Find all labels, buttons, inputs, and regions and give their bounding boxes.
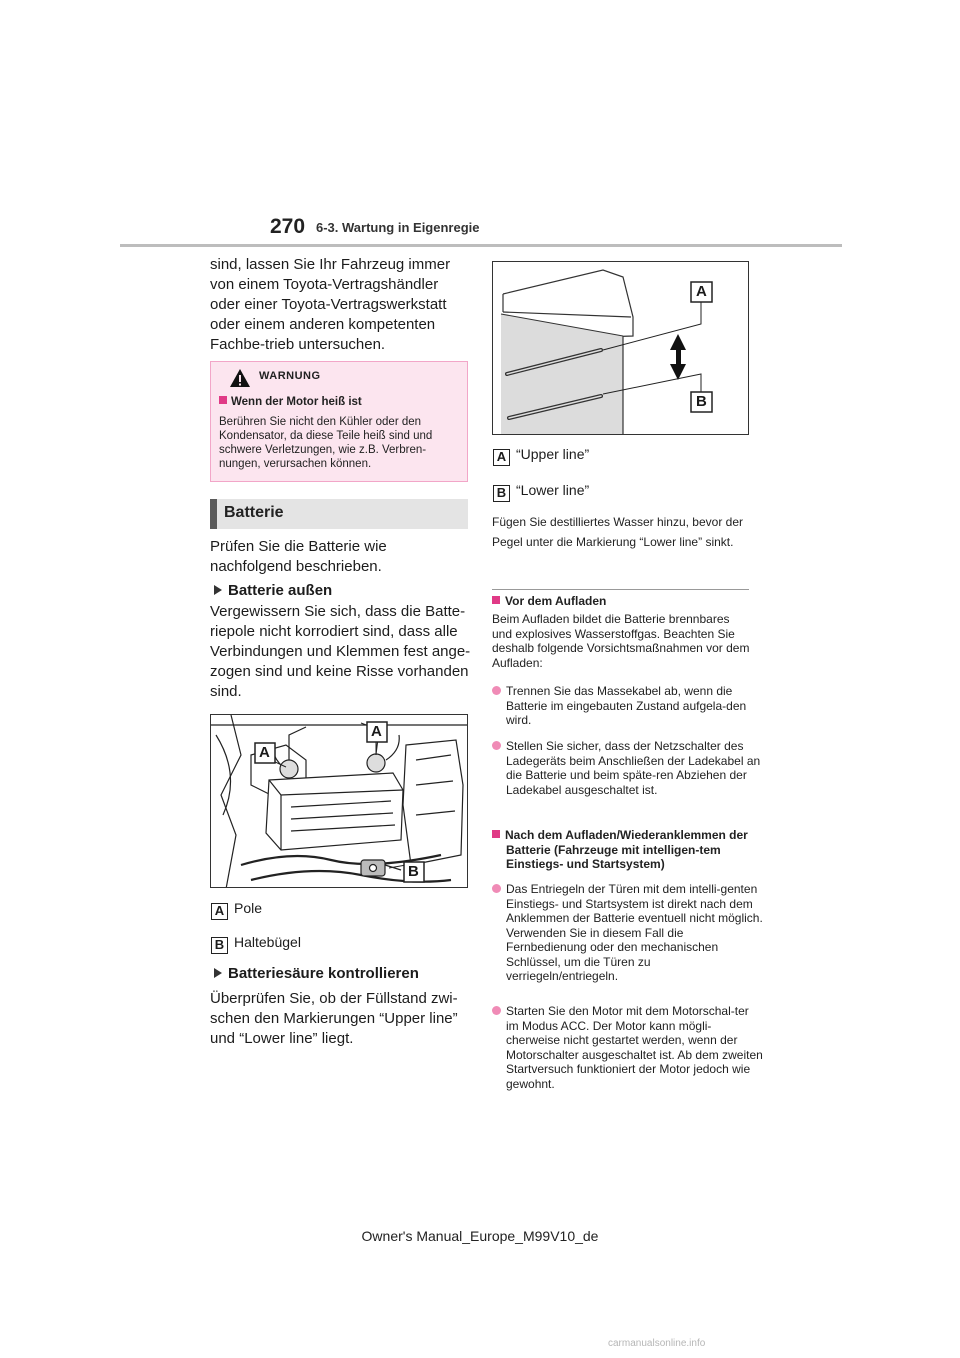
legend-key-a: A [211, 903, 228, 920]
circle-bullet-icon [492, 741, 501, 750]
battery-level-figure [492, 261, 749, 435]
battery-engine-figure [210, 714, 468, 888]
level-legend-text-b: “Lower line” [516, 482, 590, 498]
bullet-item [492, 1004, 764, 1091]
legend-key-b: B [211, 937, 228, 954]
level-callout-a-label: A [696, 283, 707, 300]
level-legend-text-a: “Upper line” [516, 446, 590, 462]
level-legend-key-a: A [493, 449, 510, 466]
bullet-text: Stellen Sie sicher, dass der Netzschalter des Ladegeräts beim Anschließen der Ladekabel an die Batterie und beim späte-ren Abziehen der Ladekabel ausgeschaltet ist. [506, 739, 761, 797]
battery-heading-text: Batterie [224, 504, 284, 521]
intro-paragraph: sind, lassen Sie Ihr Fahrzeug immer von einem Toyota-Vertragshändler oder einer Toyota-Vertragswerkstatt oder einem anderen kompetenten Fachbe-trieb untersuchen. [210, 256, 451, 353]
bullet-item [492, 739, 764, 797]
fill-instruction: Fügen Sie destilliertes Wasser hinzu, bevor der Pegel unter die Markierung “Lower line” sinkt. [492, 515, 744, 549]
bullet-text: Starten Sie den Motor mit dem Motorschal-ter im Modus ACC. Der Motor kann mögli-cherweise nicht gestartet werden, wenn der Motorschalter ausgeschaltet ist. Ab dem zweiten Startversuch funktioniert der Motor jedoch wie gewohnt. [506, 1004, 763, 1091]
before-charging-text: Beim Aufladen bildet die Batterie brennbares und explosives Wasserstoffgas. Beachten Sie deshalb folgende Vorsichtsmaßnahmen vor dem Aufladen: [492, 612, 750, 670]
legend-text-a: Pole [234, 900, 263, 916]
after-charging-heading [492, 828, 764, 872]
callout-a-right-label: A [371, 723, 382, 740]
level-legend-key-b: B [493, 485, 510, 502]
circle-bullet-icon [492, 1006, 501, 1015]
level-callout-b-label: B [696, 393, 707, 410]
triangle-bullet-icon [214, 968, 222, 978]
battery-section-heading [210, 499, 468, 529]
warning-subheading [219, 396, 362, 408]
heading-accent-bar [210, 499, 217, 529]
double-arrow-icon [670, 334, 686, 380]
outside-heading [214, 582, 332, 599]
level-legend-item-b [493, 482, 589, 502]
acid-heading [214, 965, 419, 982]
bullet-text: Das Entriegeln der Türen mit dem intelli-genten Einstiegs- und Startsystem ist direkt nach dem Anklemmen der Batterie eventuell nicht möglich. Verwenden Sie in diesem Fall die Fernbedienung oder den mechanischen Schlüssel, um die Türen zu verriegeln/entriegeln. [506, 882, 763, 983]
engine-bay-illustration [211, 715, 468, 888]
triangle-bullet-icon [214, 585, 222, 595]
circle-bullet-icon [492, 686, 501, 695]
circle-bullet-icon [492, 884, 501, 893]
acid-heading-text: Batteriesäure kontrollieren [228, 965, 419, 982]
legend-item-b [211, 934, 301, 954]
level-legend-item-a [493, 446, 589, 466]
bullet-item [492, 882, 764, 984]
before-charging-heading-text: Vor dem Aufladen [505, 594, 607, 608]
callout-a-left-label: A [259, 744, 270, 761]
warning-subheading-text: Wenn der Motor heiß ist [231, 396, 362, 408]
battery-level-illustration [493, 262, 749, 435]
warning-header [211, 362, 467, 390]
warning-box [210, 361, 468, 482]
battery-intro: Prüfen Sie die Batterie wie nachfolgend beschrieben. [210, 538, 387, 575]
after-charging-heading-text: Nach dem Aufladen/Wiederanklemmen der Batterie (Fahrzeuge mit intelligen-tem Einstiegs- und Startsystem) [505, 828, 748, 871]
warning-text: Berühren Sie nicht den Kühler oder den Kondensator, da diese Teile heiß sind und schwere Verletzungen, wie z.B. Verbren-nungen, verursachen können. [219, 416, 433, 470]
header-divider [120, 244, 842, 247]
square-bullet-icon [492, 830, 500, 838]
outside-text: Vergewissern Sie sich, dass die Batte-riepole nicht korrodiert sind, dass alle Verbindungen und Klemmen fest ange-zogen sind und keine Risse vorhanden sind. [210, 603, 471, 700]
warning-triangle-icon [229, 368, 251, 388]
outside-heading-text: Batterie außen [228, 582, 333, 599]
callout-b-label: B [408, 863, 419, 880]
right-column-divider [492, 589, 749, 590]
bullet-text: Trennen Sie das Massekabel ab, wenn die Batterie im eingebauten Zustand aufgela-den wird. [506, 684, 747, 727]
square-bullet-icon [219, 396, 227, 404]
bullet-item [492, 684, 764, 728]
page-number: 270 [270, 215, 306, 238]
warning-title: WARNUNG [259, 370, 321, 382]
watermark: carmanualsonline.info [608, 1338, 706, 1349]
before-charging-heading [492, 594, 750, 609]
footer-text: Owner's Manual_Europe_M99V10_de [361, 1228, 599, 1244]
legend-item-a [211, 900, 262, 920]
legend-text-b: Haltebügel [234, 934, 301, 950]
acid-text: Überprüfen Sie, ob der Füllstand zwi-schen den Markierungen “Upper line” und “Lower line” liegt. [210, 990, 458, 1047]
section-title: 6-3. Wartung in Eigenregie [316, 220, 480, 235]
square-bullet-icon [492, 596, 500, 604]
